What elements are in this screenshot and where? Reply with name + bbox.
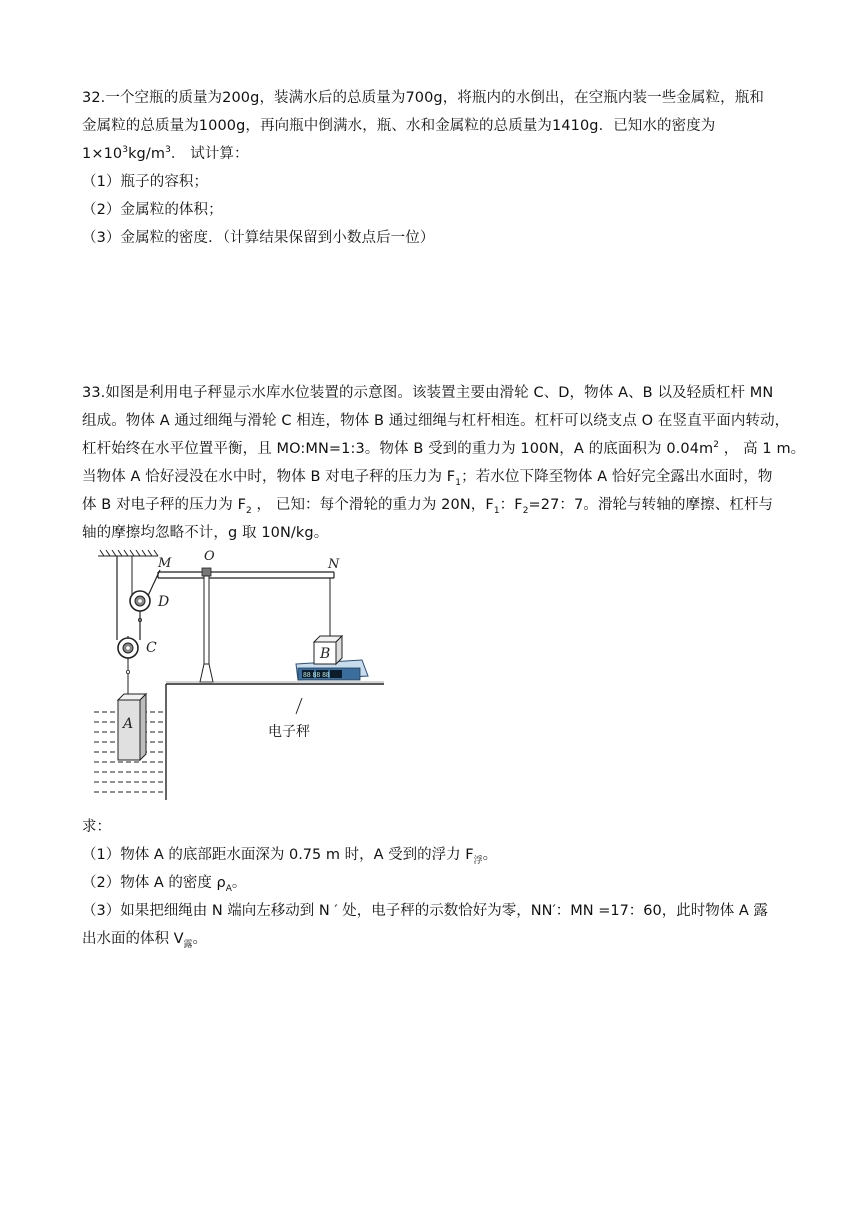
q33-area-exponent: 2	[713, 440, 720, 451]
q33-line-5-text: 体 B 对电子秤的压力为 F	[82, 497, 247, 513]
pulley-d	[130, 591, 150, 622]
label-m: M	[158, 556, 172, 571]
q33-ask-2-text: （2）物体 A 的密度 ρ	[82, 875, 226, 891]
q33-ask-1-text: （1）物体 A 的底部距水面深为 0.75 m 时，A 受到的浮力 F	[82, 847, 474, 863]
q32-exponent: 3	[122, 145, 129, 156]
scale-caption: 电子秤	[268, 724, 310, 740]
pulley-c	[118, 636, 138, 674]
q32-line-2: 金属粒的总质量为1000g，再向瓶中倒满水，瓶、水和金属粒的总质量为1410g．已知水的密度为	[82, 118, 716, 134]
q32-item-2: （2）金属粒的体积；	[82, 202, 223, 218]
q32-item-1: （1）瓶子的容积；	[82, 174, 209, 190]
q32-item-3: （3）金属粒的密度．（计算结果保留到小数点后一位）	[82, 230, 435, 246]
block-a	[118, 694, 146, 760]
q32-water-density-value: 1×10	[82, 146, 123, 162]
density-subscript: A	[225, 883, 232, 894]
label-c: C	[146, 640, 157, 656]
label-n: N	[328, 557, 340, 572]
q33-line-5	[82, 491, 782, 519]
question-33-asks	[82, 813, 782, 953]
q33-line-1: 33.如图是利用电子秤显示水库水位装置的示意图。该装置主要由滑轮 C、D，物体 A、B 以及轻质杠杆 MN	[82, 385, 774, 401]
q33-line-3	[82, 435, 806, 463]
ground	[166, 682, 384, 800]
q32-line-3	[82, 140, 782, 168]
q32-prompt: ． 试计算：	[170, 146, 249, 162]
q33-ask-2-end: 。	[231, 875, 247, 891]
q33-line-3-text: 杠杆始终在水平位置平衡，且 MO:MN=1:3。物体 B 受到的重力为 100N，A 的底面积为 0.04m	[82, 441, 714, 457]
q33-f1-subscript: 1	[455, 477, 462, 488]
scale-display-readout: 88 88 88	[303, 672, 330, 679]
q33-ratio-f2-sub: 2	[522, 505, 529, 516]
q33-f2-subscript: 2	[246, 505, 252, 516]
q33-line-4-end: ；若水位下降至物体 A 恰好完全露出水面时，物	[461, 469, 773, 485]
q33-line-6: 轴的摩擦均忽略不计，g 取 10N/kg。	[82, 525, 329, 541]
question-33	[82, 379, 806, 547]
q33-line-4	[82, 463, 782, 491]
q33-line-5-mid: ， 已知：每个滑轮的重力为 20N，F	[251, 497, 494, 513]
buoyancy-subscript: 浮	[473, 855, 483, 866]
block-b	[314, 636, 342, 664]
lever-mn	[158, 572, 334, 578]
q33-ask-3-line-2	[82, 925, 782, 953]
q33-line-5-end: =27：7。滑轮与转轴的摩擦、杠杆与	[528, 497, 774, 513]
q33-ask-3-end: 。	[192, 931, 208, 947]
q32-unit-exponent: 3	[165, 145, 171, 156]
q33-ask-3-line-1: （3）如果把细绳由 N 端向左移动到 N ′ 处，电子秤的示数恰好为零，NN′：MN =17：60，此时物体 A 露	[82, 903, 768, 919]
question-32	[82, 84, 782, 252]
water-level-apparatus-diagram	[84, 548, 384, 804]
q32-line-1: 32.一个空瓶的质量为200g，装满水后的总质量为700g，将瓶内的水倒出，在空瓶内装一些金属粒，瓶和	[82, 90, 764, 106]
label-d: D	[158, 594, 170, 610]
label-b: B	[320, 646, 331, 662]
q33-line-2: 组成。物体 A 通过细绳与滑轮 C 相连，物体 B 通过细绳与杠杆相连。杠杆可以绕支点 O 在竖直平面内转动，	[82, 413, 790, 429]
q33-ask-1-end: 。	[482, 847, 498, 863]
ask-heading: 求：	[82, 819, 111, 835]
q33-line-4-text: 当物体 A 恰好浸没在水中时，物体 B 对电子秤的压力为 F	[82, 469, 456, 485]
fulcrum-support-pillar	[200, 568, 213, 682]
q33-line-3-end: ， 高 1 m。	[719, 441, 806, 457]
ceiling-support	[98, 550, 158, 556]
label-o: O	[204, 549, 215, 564]
label-a: A	[123, 716, 134, 732]
volume-subscript: 露	[183, 939, 193, 950]
q33-ask-2	[82, 869, 782, 897]
q33-ask-1	[82, 841, 782, 869]
q33-ask-3-text: 出水面的体积 V	[82, 931, 184, 947]
q33-ratio-f1-sub: 1	[493, 505, 500, 516]
q33-ratio-colon: ：F	[499, 497, 523, 513]
q32-unit: kg/m	[128, 146, 166, 162]
